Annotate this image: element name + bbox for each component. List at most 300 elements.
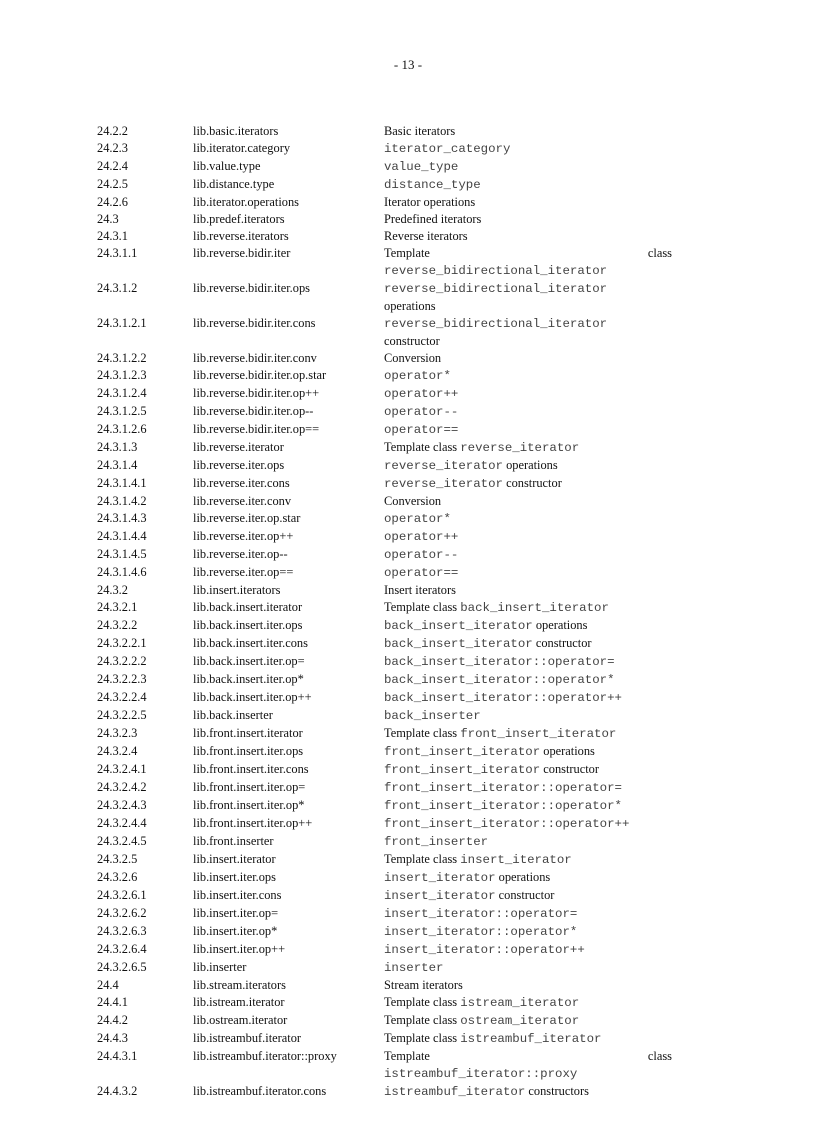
code-text: front_insert_iterator::operator++: [384, 817, 630, 831]
section-number: 24.2.3: [97, 141, 128, 155]
title-word: Template: [384, 246, 430, 260]
toc-row: [97, 959, 677, 977]
section-tag: lib.reverse.bidir.iter.cons: [193, 316, 316, 330]
code-text: front_insert_iterator: [460, 727, 617, 741]
title-text: Template class: [384, 1031, 461, 1045]
toc-row: [97, 564, 677, 582]
section-tag: lib.reverse.bidir.iter: [193, 246, 291, 260]
section-number: 24.3.2.5: [97, 852, 138, 866]
title-text: constructor: [495, 888, 555, 902]
section-tag: lib.back.insert.iter.op=: [193, 654, 305, 668]
toc-row: [97, 315, 677, 350]
toc-row: [97, 941, 677, 959]
section-title: [384, 510, 672, 528]
section-number: 24.2.2: [97, 124, 128, 138]
section-number: 24.4.3.2: [97, 1084, 138, 1098]
title-line: [384, 262, 672, 280]
title-line: [384, 815, 672, 833]
section-number: 24.3.2.2.2: [97, 654, 147, 668]
section-number: 24.3.2.6.1: [97, 888, 147, 902]
section-number: 24.3.1.4.3: [97, 511, 147, 525]
title-line: [384, 923, 672, 941]
section-tag: lib.back.insert.iter.op++: [193, 690, 312, 704]
toc-row: [97, 599, 677, 617]
title-line: [384, 941, 672, 959]
title-text: Iterator operations: [384, 195, 476, 209]
section-title: [384, 564, 672, 582]
toc-row: [97, 228, 677, 245]
section-title: [384, 280, 672, 315]
section-tag: lib.ostream.iterator: [193, 1013, 288, 1027]
section-tag: lib.distance.type: [193, 177, 275, 191]
title-line: [384, 385, 672, 403]
section-number: 24.3.1.2.6: [97, 422, 147, 436]
code-text: back_inserter: [384, 709, 481, 723]
section-tag: lib.insert.iter.op*: [193, 924, 278, 938]
section-number: 24.3.2.4: [97, 744, 138, 758]
code-text: reverse_iterator: [460, 441, 580, 455]
code-text: reverse_iterator: [384, 477, 503, 491]
section-title: [384, 977, 672, 994]
section-title: [384, 743, 672, 761]
section-title: [384, 158, 672, 176]
toc-row: [97, 923, 677, 941]
toc-row: [97, 385, 677, 403]
title-line: [384, 743, 672, 761]
section-tag: lib.reverse.iterator: [193, 440, 284, 454]
title-line: [384, 725, 672, 743]
title-text: Conversion: [384, 494, 442, 508]
code-text: operator--: [384, 405, 459, 419]
title-text: operations: [502, 458, 558, 472]
toc-row: [97, 528, 677, 546]
code-text: back_insert_iterator: [384, 637, 533, 651]
code-text: insert_iterator: [384, 889, 496, 903]
section-title: [384, 959, 672, 977]
title-line: [384, 869, 672, 887]
title-line: [384, 280, 672, 298]
section-title: [384, 123, 672, 140]
title-line: [384, 582, 672, 599]
title-text: Template class: [384, 726, 461, 740]
section-number: 24.3.2.3: [97, 726, 138, 740]
title-line: [384, 298, 672, 315]
title-line: [384, 528, 672, 546]
title-line: [384, 457, 672, 475]
code-text: insert_iterator::operator++: [384, 943, 585, 957]
title-text: Template class: [384, 600, 461, 614]
section-number: 24.3.2.2.1: [97, 636, 147, 650]
section-tag: lib.front.inserter: [193, 834, 274, 848]
section-title: [384, 385, 672, 403]
toc-row: [97, 994, 677, 1012]
section-title: [384, 797, 672, 815]
section-number: 24.3.1.2.2: [97, 351, 147, 365]
section-title: [384, 761, 672, 779]
section-title: [384, 350, 672, 367]
code-text: insert_iterator: [384, 871, 496, 885]
section-tag: lib.reverse.bidir.iter.op++: [193, 386, 320, 400]
code-text: inserter: [384, 961, 444, 975]
title-line: [384, 140, 672, 158]
section-title: [384, 1030, 672, 1048]
section-title: [384, 457, 672, 475]
toc-row: [97, 158, 677, 176]
section-number: 24.4: [97, 978, 119, 992]
code-text: ostream_iterator: [460, 1014, 580, 1028]
section-number: 24.3.1.2.4: [97, 386, 147, 400]
toc-row: [97, 403, 677, 421]
code-text: back_insert_iterator: [384, 619, 533, 633]
toc-row: [97, 493, 677, 510]
code-text: back_insert_iterator: [460, 601, 609, 615]
code-text: operator==: [384, 566, 459, 580]
title-text: constructor: [502, 476, 562, 490]
section-title: [384, 176, 672, 194]
title-line: [384, 510, 672, 528]
section-tag: lib.reverse.bidir.iter.conv: [193, 351, 317, 365]
toc-row: [97, 869, 677, 887]
section-tag: lib.reverse.iter.op--: [193, 547, 288, 561]
section-number: 24.3.2.4.5: [97, 834, 147, 848]
section-title: [384, 707, 672, 725]
section-number: 24.3.2.6.2: [97, 906, 147, 920]
code-text: back_insert_iterator::operator=: [384, 655, 615, 669]
section-tag: lib.insert.iterators: [193, 583, 281, 597]
toc-row: [97, 797, 677, 815]
section-tag: lib.back.insert.iterator: [193, 600, 303, 614]
section-number: 24.3.2.1: [97, 600, 138, 614]
title-line: [384, 158, 672, 176]
section-tag: lib.front.insert.iter.op=: [193, 780, 306, 794]
section-title: [384, 617, 672, 635]
section-tag: lib.value.type: [193, 159, 261, 173]
section-number: 24.3.2.2.4: [97, 690, 147, 704]
section-tag: lib.insert.iter.op=: [193, 906, 279, 920]
section-tag: lib.insert.iter.cons: [193, 888, 282, 902]
title-word: Template: [384, 1049, 430, 1063]
code-text: distance_type: [384, 178, 481, 192]
toc-row: [97, 245, 677, 280]
section-number: 24.3.2.2.3: [97, 672, 147, 686]
section-title: [384, 653, 672, 671]
section-number: 24.3.1.4.2: [97, 494, 147, 508]
title-text: operations: [384, 299, 436, 313]
title-line: [384, 403, 672, 421]
section-number: 24.3.2.4.3: [97, 798, 147, 812]
code-text: front_insert_iterator::operator*: [384, 799, 622, 813]
section-number: 24.3.2.4.1: [97, 762, 147, 776]
section-title: [384, 528, 672, 546]
toc-row: [97, 707, 677, 725]
title-line: [384, 959, 672, 977]
title-text: operations: [495, 870, 551, 884]
title-line: [384, 671, 672, 689]
section-tag: lib.basic.iterators: [193, 124, 279, 138]
toc-row: [97, 546, 677, 564]
title-line: [384, 887, 672, 905]
code-text: operator++: [384, 530, 459, 544]
section-tag: lib.reverse.iter.ops: [193, 458, 285, 472]
toc-table: [97, 123, 677, 1101]
title-text: Template class: [384, 440, 461, 454]
title-line: [384, 333, 672, 350]
title-line: [384, 1012, 672, 1030]
toc-row: [97, 123, 677, 140]
section-number: 24.4.1: [97, 995, 128, 1009]
section-tag: lib.reverse.iter.op++: [193, 529, 294, 543]
section-title: [384, 599, 672, 617]
section-number: 24.3.1.4.5: [97, 547, 147, 561]
section-number: 24.3.2.6.4: [97, 942, 147, 956]
section-tag: lib.insert.iter.op++: [193, 942, 286, 956]
title-line: [384, 245, 672, 262]
section-number: 24.3: [97, 212, 119, 226]
toc-row: [97, 280, 677, 315]
section-tag: lib.predef.iterators: [193, 212, 285, 226]
title-text: constructor: [532, 636, 592, 650]
title-line: [384, 546, 672, 564]
title-line: [384, 707, 672, 725]
code-text: front_insert_iterator: [384, 763, 541, 777]
section-number: 24.3.1.4: [97, 458, 138, 472]
section-number: 24.3.2.6.5: [97, 960, 147, 974]
section-tag: lib.reverse.bidir.iter.ops: [193, 281, 310, 295]
title-word: class: [647, 1049, 672, 1063]
section-tag: lib.back.insert.iter.ops: [193, 618, 303, 632]
section-title: [384, 941, 672, 959]
section-tag: lib.reverse.bidir.iter.op==: [193, 422, 320, 436]
title-line: [384, 599, 672, 617]
page-number: - 13 -: [393, 57, 423, 72]
section-tag: lib.iterator.category: [193, 141, 291, 155]
title-line: [384, 421, 672, 439]
title-line: [384, 617, 672, 635]
section-tag: lib.istreambuf.iterator: [193, 1031, 302, 1045]
section-tag: lib.reverse.iter.conv: [193, 494, 292, 508]
title-line: [384, 635, 672, 653]
title-line: [384, 123, 672, 140]
code-text: operator==: [384, 423, 459, 437]
title-text: Template class: [384, 995, 461, 1009]
title-line: [384, 564, 672, 582]
section-tag: lib.reverse.iter.op==: [193, 565, 294, 579]
toc-row: [97, 475, 677, 493]
title-line: [384, 1030, 672, 1048]
section-tag: lib.istreambuf.iterator.cons: [193, 1084, 327, 1098]
toc-row: [97, 1030, 677, 1048]
toc-row: [97, 977, 677, 994]
code-text: istreambuf_iterator::proxy: [384, 1067, 578, 1081]
title-text: Reverse iterators: [384, 229, 468, 243]
title-text: Basic iterators: [384, 124, 456, 138]
section-number: 24.2.5: [97, 177, 128, 191]
section-tag: lib.front.insert.iter.cons: [193, 762, 309, 776]
title-line: [384, 994, 672, 1012]
section-title: [384, 725, 672, 743]
toc-row: [97, 457, 677, 475]
title-text: Predefined iterators: [384, 212, 482, 226]
section-title: [384, 211, 672, 228]
toc-row: [97, 194, 677, 211]
toc-row: [97, 815, 677, 833]
section-number: 24.3.2.2: [97, 618, 138, 632]
section-number: 24.4.2: [97, 1013, 128, 1027]
code-text: value_type: [384, 160, 459, 174]
section-number: 24.3.2.4.4: [97, 816, 147, 830]
toc-row: [97, 510, 677, 528]
section-number: 24.3.2.4.2: [97, 780, 147, 794]
section-title: [384, 367, 672, 385]
section-tag: lib.front.insert.iter.ops: [193, 744, 304, 758]
code-text: reverse_bidirectional_iterator: [384, 282, 608, 296]
title-line: [384, 475, 672, 493]
section-tag: lib.front.insert.iter.op++: [193, 816, 313, 830]
section-title: [384, 1048, 672, 1083]
code-text: iterator_category: [384, 142, 511, 156]
code-text: front_insert_iterator::operator=: [384, 781, 622, 795]
code-text: istreambuf_iterator: [384, 1085, 526, 1099]
section-number: 24.4.3: [97, 1031, 128, 1045]
code-text: operator--: [384, 548, 459, 562]
section-number: 24.3.1.4.1: [97, 476, 147, 490]
section-title: [384, 923, 672, 941]
code-text: insert_iterator: [460, 853, 572, 867]
section-title: [384, 194, 672, 211]
title-line: [384, 833, 672, 851]
section-tag: lib.istream.iterator: [193, 995, 285, 1009]
section-title: [384, 546, 672, 564]
section-number: 24.3.2.6: [97, 870, 138, 884]
toc-row: [97, 439, 677, 457]
section-tag: lib.reverse.bidir.iter.op--: [193, 404, 314, 418]
title-line: [384, 689, 672, 707]
title-line: [384, 977, 672, 994]
title-line: [384, 315, 672, 333]
section-tag: lib.back.insert.iter.cons: [193, 636, 308, 650]
title-text: constructor: [384, 334, 440, 348]
section-tag: lib.front.insert.iter.op*: [193, 798, 305, 812]
toc-row: [97, 725, 677, 743]
section-title: [384, 439, 672, 457]
section-number: 24.3.1.1: [97, 246, 138, 260]
code-text: front_inserter: [384, 835, 489, 849]
toc-row: [97, 761, 677, 779]
title-text: operations: [532, 618, 588, 632]
section-number: 24.3.1.3: [97, 440, 138, 454]
section-title: [384, 851, 672, 869]
title-line: [384, 1083, 672, 1101]
toc-row: [97, 1083, 677, 1101]
code-text: istreambuf_iterator: [460, 1032, 602, 1046]
toc-row: [97, 421, 677, 439]
toc-row: [97, 582, 677, 599]
toc-row: [97, 367, 677, 385]
toc-row: [97, 905, 677, 923]
toc-row: [97, 689, 677, 707]
title-text: constructors: [525, 1084, 589, 1098]
toc-row: [97, 653, 677, 671]
toc-row: [97, 635, 677, 653]
code-text: istream_iterator: [460, 996, 580, 1010]
section-tag: lib.inserter: [193, 960, 247, 974]
section-tag: lib.istreambuf.iterator::proxy: [193, 1049, 337, 1063]
code-text: operator++: [384, 387, 459, 401]
section-title: [384, 421, 672, 439]
section-tag: lib.back.inserter: [193, 708, 273, 722]
section-title: [384, 493, 672, 510]
section-number: 24.3.1.4.6: [97, 565, 147, 579]
section-number: 24.3.1.2.5: [97, 404, 147, 418]
section-number: 24.3.1.4.4: [97, 529, 147, 543]
title-line: [384, 367, 672, 385]
title-text: Stream iterators: [384, 978, 463, 992]
section-tag: lib.iterator.operations: [193, 195, 299, 209]
toc-row: [97, 1048, 677, 1083]
code-text: insert_iterator::operator=: [384, 907, 578, 921]
section-number: 24.4.3.1: [97, 1049, 138, 1063]
section-title: [384, 833, 672, 851]
section-tag: lib.reverse.iterators: [193, 229, 289, 243]
section-number: 24.3.1.2.1: [97, 316, 147, 330]
section-tag: lib.back.insert.iter.op*: [193, 672, 304, 686]
section-title: [384, 779, 672, 797]
title-line: [384, 851, 672, 869]
section-title: [384, 905, 672, 923]
title-line: [384, 493, 672, 510]
title-line: [384, 797, 672, 815]
section-title: [384, 994, 672, 1012]
code-text: back_insert_iterator::operator++: [384, 691, 622, 705]
section-tag: lib.front.insert.iterator: [193, 726, 303, 740]
section-title: [384, 582, 672, 599]
toc-row: [97, 617, 677, 635]
section-title: [384, 671, 672, 689]
title-text: Template class: [384, 852, 461, 866]
section-title: [384, 887, 672, 905]
section-tag: lib.insert.iter.ops: [193, 870, 276, 884]
toc-row: [97, 887, 677, 905]
toc-row: [97, 743, 677, 761]
title-text: Template class: [384, 1013, 461, 1027]
section-number: 24.3.2.6.3: [97, 924, 147, 938]
code-text: operator*: [384, 369, 451, 383]
toc-row: [97, 140, 677, 158]
title-line: [384, 350, 672, 367]
section-title: [384, 403, 672, 421]
section-title: [384, 689, 672, 707]
code-text: operator*: [384, 512, 451, 526]
section-title: [384, 475, 672, 493]
title-line: [384, 211, 672, 228]
code-text: reverse_bidirectional_iterator: [384, 317, 608, 331]
section-title: [384, 1083, 672, 1101]
toc-row: [97, 851, 677, 869]
section-title: [384, 140, 672, 158]
section-number: 24.3.2.2.5: [97, 708, 147, 722]
title-line: [384, 1065, 672, 1083]
toc-row: [97, 833, 677, 851]
toc-row: [97, 211, 677, 228]
section-number: 24.3.2: [97, 583, 128, 597]
section-tag: lib.reverse.iter.op.star: [193, 511, 301, 525]
title-word: class: [647, 246, 672, 260]
toc-row: [97, 671, 677, 689]
code-text: insert_iterator::operator*: [384, 925, 578, 939]
title-line: [384, 439, 672, 457]
section-title: [384, 815, 672, 833]
title-text: constructor: [540, 762, 599, 776]
